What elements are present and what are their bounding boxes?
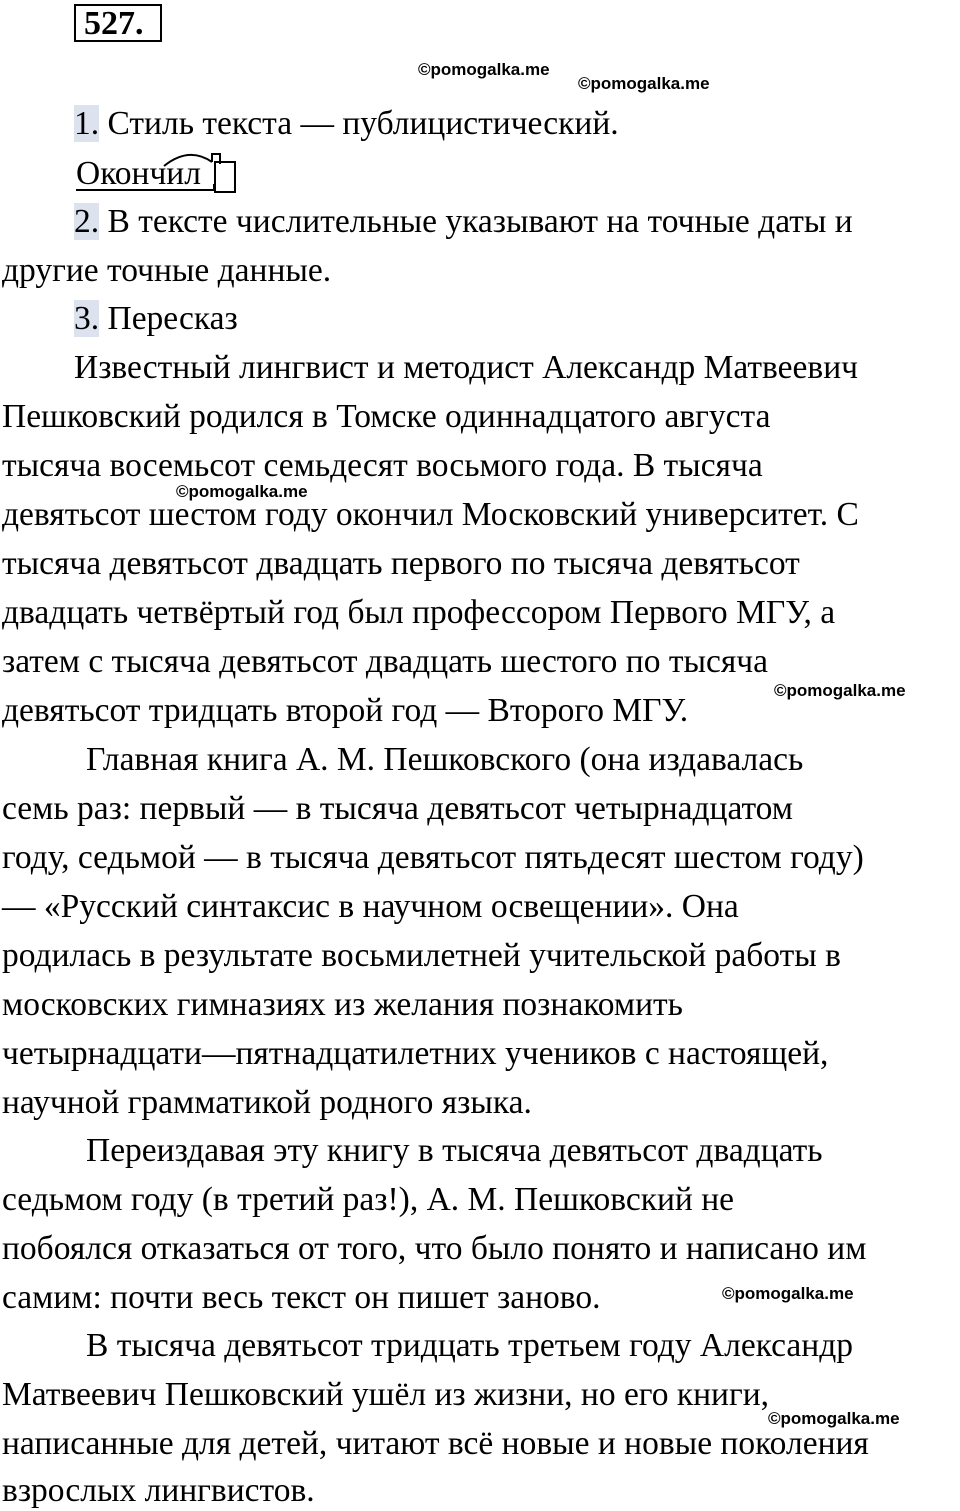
text-line: девятьсот тридцать второй год — Второго МГУ.	[2, 692, 689, 729]
text-line: московских гимназиях из желания познакомить	[2, 986, 683, 1023]
item-number: 1.	[74, 105, 100, 142]
text-line: четырнадцати—пятнадцатилетних учеников с настоящей,	[2, 1035, 829, 1072]
watermark: ©pomogalka.me	[768, 1409, 900, 1428]
text-line: побоялся отказаться от того, что было понято и написано им	[2, 1230, 867, 1267]
text-line: родилась в результате восьмилетней учительской работы в	[2, 937, 841, 974]
watermark: ©pomogalka.me	[774, 681, 906, 700]
morpheme-analysis	[74, 144, 240, 194]
task-number-box	[74, 4, 162, 42]
text-line: другие точные данные.	[2, 252, 332, 289]
text-line: В тысяча девятьсот тридцать третьем году Александр	[86, 1327, 854, 1364]
text-line: — «Русский синтаксис в научном освещении». Она	[2, 888, 739, 925]
text-line: Пешковский родился в Томске одиннадцатого августа	[2, 398, 771, 435]
text-line: Переиздавая эту книгу в тысяча девятьсот двадцать	[86, 1132, 823, 1169]
answer-item-3	[74, 299, 238, 339]
text-line: взрослых лингвистов.	[2, 1472, 315, 1509]
watermark: ©pomogalka.me	[176, 482, 308, 501]
task-number: 527.	[84, 5, 144, 42]
item-text: Стиль текста — публицистический.	[99, 105, 619, 142]
text-line: написанные для детей, читают всё новые и новые поколения	[2, 1425, 869, 1462]
morpheme-word: Окончил	[76, 155, 201, 192]
item-number: 3.	[74, 300, 100, 337]
text-line: затем с тысяча девятьсот двадцать шестого по тысяча	[2, 643, 768, 680]
text-line: тысяча восемьсот семьдесят восьмого года. В тысяча	[2, 447, 763, 484]
text-line: девятьсот шестом году окончил Московский университет. С	[2, 496, 859, 533]
text-line: двадцать четвёртый год был профессором Первого МГУ, а	[2, 594, 836, 631]
item-text: В тексте числительные указывают на точные даты и	[99, 203, 853, 240]
answer-item-1	[74, 104, 619, 144]
item-number: 2.	[74, 203, 100, 240]
watermark: ©pomogalka.me	[722, 1284, 854, 1303]
text-line: году, седьмой — в тысяча девятьсот пятьдесят шестом году)	[2, 839, 864, 876]
text-line: Известный лингвист и методист Александр Матвеевич	[74, 349, 858, 386]
item-text: Пересказ	[99, 300, 238, 337]
answer-item-2	[74, 202, 853, 242]
text-line: тысяча девятьсот двадцать первого по тысяча девятьсот	[2, 545, 800, 582]
text-line: Матвеевич Пешковский ушёл из жизни, но его книги,	[2, 1376, 770, 1413]
text-line: семь раз: первый — в тысяча девятьсот четырнадцатом	[2, 790, 793, 827]
watermark: ©pomogalka.me	[418, 60, 550, 79]
watermark: ©pomogalka.me	[578, 74, 710, 93]
text-line: самим: почти весь текст он пишет заново.	[2, 1279, 601, 1316]
text-line: научной грамматикой родного языка.	[2, 1084, 532, 1121]
text-line: Главная книга А. М. Пешковского (она издавалась	[86, 741, 804, 778]
text-line: седьмом году (в третий раз!), А. М. Пешковский не	[2, 1181, 735, 1218]
